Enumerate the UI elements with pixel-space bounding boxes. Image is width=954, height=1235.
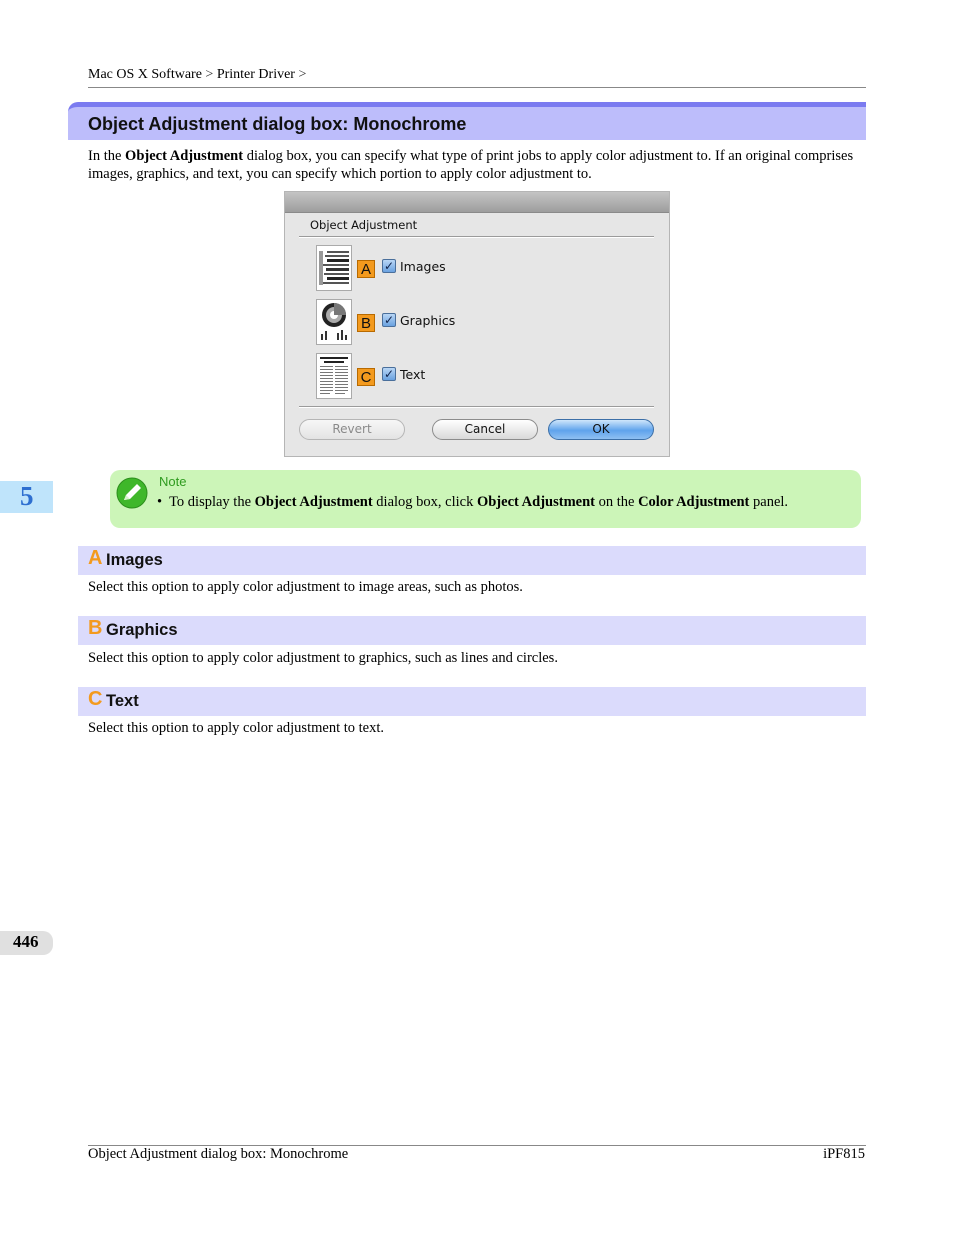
section-title: Graphics: [106, 621, 178, 639]
ok-button[interactable]: OK: [548, 419, 654, 440]
object-adjustment-dialog-screenshot: [284, 191, 670, 457]
bullet: •: [157, 494, 163, 510]
images-checkbox[interactable]: ✓: [383, 259, 395, 273]
breadcrumb-separator: >: [205, 67, 214, 82]
note-title: Note: [159, 474, 187, 489]
section-heading-text: [78, 687, 866, 716]
chapter-tab: [0, 481, 53, 513]
text-checkbox-label[interactable]: Text: [400, 367, 426, 382]
section-title: Text: [106, 692, 139, 710]
images-checkbox-label[interactable]: Images: [400, 259, 446, 274]
note-bold-term: Object Adjustment: [254, 494, 373, 510]
section-letter: B: [88, 617, 103, 639]
images-thumbnail-icon: [316, 245, 352, 291]
graphics-thumbnail-icon: [316, 299, 352, 345]
footer-section-title: Object Adjustment dialog box: Monochrome: [88, 1146, 349, 1162]
section-text-graphics: Select this option to apply color adjustment to graphics, such as lines and circles.: [88, 650, 558, 666]
cancel-button[interactable]: Cancel: [432, 419, 538, 440]
breadcrumb: [88, 67, 306, 83]
dialog-divider-top: [299, 236, 654, 238]
section-text-text: Select this option to apply color adjustment to text.: [88, 720, 384, 736]
intro-bold-term: Object Adjustment: [125, 148, 244, 164]
intro-paragraph: [88, 147, 868, 183]
section-letter: A: [88, 547, 103, 569]
option-letter-badge: B: [357, 314, 375, 332]
graphics-checkbox-label[interactable]: Graphics: [400, 313, 456, 328]
page-title: Object Adjustment dialog box: Monochrome: [88, 114, 467, 134]
section-heading-images: [78, 546, 866, 575]
note-fragment: on the: [594, 494, 639, 510]
note-fragment: panel.: [749, 494, 789, 510]
page-title-bar: [68, 102, 866, 140]
note-fragment: dialog box, click: [372, 494, 477, 510]
section-title: Images: [106, 551, 163, 569]
note-bold-term: Color Adjustment: [638, 494, 750, 510]
breadcrumb-item-mac-os-x-software[interactable]: Mac OS X Software: [88, 67, 202, 82]
intro-text: dialog box, you can specify what type of print jobs to apply color adjustment to. If an original comprises images, graphics, and text, you can specify which portion to apply color adjustment to.: [88, 148, 854, 182]
option-text: [316, 353, 576, 399]
note-box: [110, 470, 861, 528]
breadcrumb-item-printer-driver[interactable]: Printer Driver: [216, 67, 295, 82]
revert-button[interactable]: Revert: [299, 419, 405, 440]
page-number: 446: [13, 932, 39, 951]
graphics-checkbox[interactable]: ✓: [383, 313, 395, 327]
option-letter-badge: A: [357, 260, 375, 278]
option-letter-badge: C: [357, 368, 375, 386]
page-number-tab: [0, 931, 53, 955]
section-text-images: Select this option to apply color adjustment to image areas, such as photos.: [88, 579, 523, 595]
text-checkbox[interactable]: ✓: [383, 367, 395, 381]
note-text: [157, 494, 788, 511]
note-fragment: To display the: [169, 494, 255, 510]
breadcrumb-separator: >: [298, 67, 307, 82]
chapter-number: 5: [20, 481, 34, 511]
intro-text: In the: [88, 148, 126, 164]
note-bold-term: Object Adjustment: [476, 494, 595, 510]
option-images: [316, 245, 576, 291]
section-letter: C: [88, 688, 103, 710]
dialog-group-label: Object Adjustment: [310, 218, 418, 232]
text-thumbnail-icon: [316, 353, 352, 399]
footer-model-name: iPF815: [823, 1146, 865, 1162]
dialog-divider-bottom: [299, 406, 654, 408]
pencil-note-icon: [116, 477, 148, 509]
dialog-titlebar: [285, 192, 669, 213]
section-heading-graphics: [78, 616, 866, 645]
header-divider: [88, 87, 866, 88]
option-graphics: [316, 299, 576, 345]
